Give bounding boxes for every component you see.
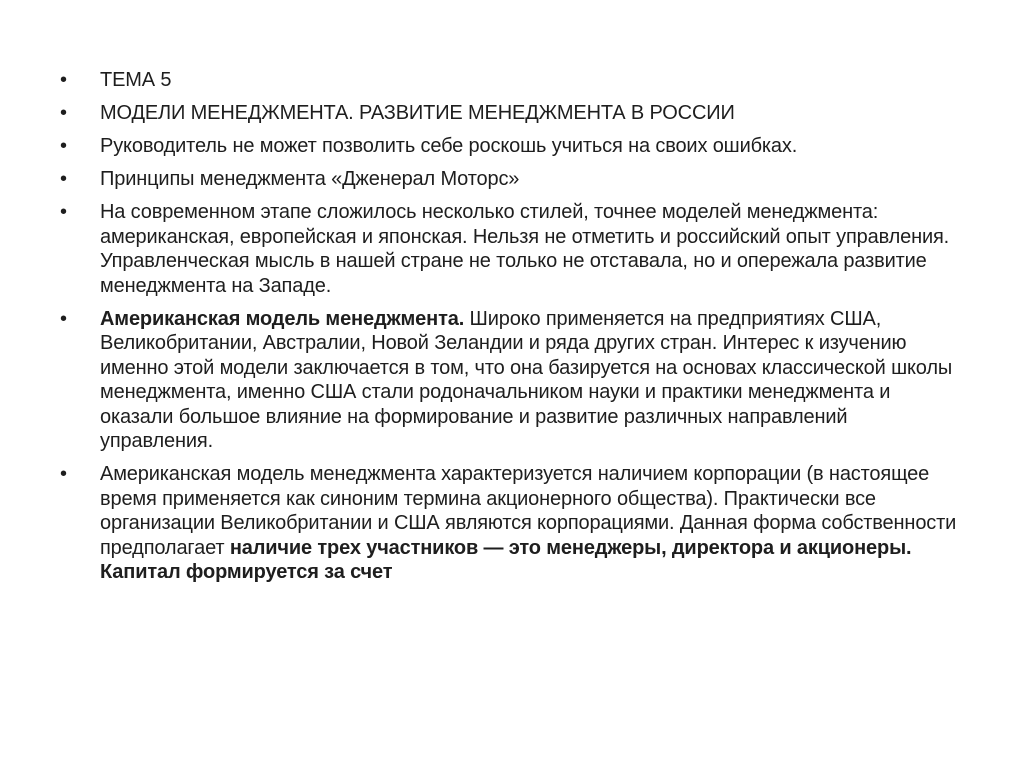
bullet-item-title [60, 101, 960, 126]
bullet-text: ТЕМА 5 [100, 69, 172, 91]
bullet-dot-icon: • [60, 463, 67, 485]
bullet-item-corporation [60, 462, 960, 585]
bullet-dot-icon: • [60, 201, 67, 223]
bullet-text: Принципы менеджмента «Дженерал Моторс» [100, 168, 520, 190]
bullet-dot-icon: • [60, 307, 67, 330]
bullet-item-models-overview [60, 200, 960, 298]
bullet-text: Широко применяется на предприятиях США, Великобритании, Австралии, Новой Зеландии и ряда других стран. Интерес к изучению именно этой модели заключается в том, что она базируется на основах классической школы менеджмента, именно США стали родоначальником науки и практики менеджмента и оказали большое влияние на формирование и развитие различных направлений управления. [100, 307, 953, 452]
bullet-item-american-model [60, 307, 960, 454]
bullet-text: Американская модель менеджмента характеризуется наличием корпорации (в настоящее время применяется как синоним термина акционерного общества). Практически все организации Великобритании и США являются корпорациями. Данная форма собственности предполагает [100, 463, 957, 559]
bullet-text: Руководитель не может позволить себе роскошь учиться на своих ошибках. [100, 135, 798, 157]
bullet-dot-icon: • [60, 168, 67, 190]
bullet-dot-icon: • [60, 135, 67, 157]
bullet-item-topic [60, 68, 960, 93]
bullet-item-principles [60, 167, 960, 192]
bullet-bold-tail: наличие трех участников — это менеджеры, директора и акционеры. Капитал формируется за счет [100, 536, 912, 583]
bullet-text: МОДЕЛИ МЕНЕДЖМЕНТА. РАЗВИТИЕ МЕНЕДЖМЕНТА В РОССИИ [100, 102, 735, 124]
bullet-dot-icon: • [60, 69, 67, 91]
bullet-list [60, 68, 960, 593]
bullet-item-quote [60, 134, 960, 159]
bullet-bold-lead: Американская модель менеджмента. [100, 307, 465, 330]
bullet-text: На современном этапе сложилось несколько стилей, точнее моделей менеджмента: американская, европейская и японская. Нельзя не отметить и российский опыт управления. Управленческая мысль в нашей стране не только не отставала, но и опережала развитие менеджмента на Западе. [100, 201, 950, 297]
bullet-dot-icon: • [60, 102, 67, 124]
